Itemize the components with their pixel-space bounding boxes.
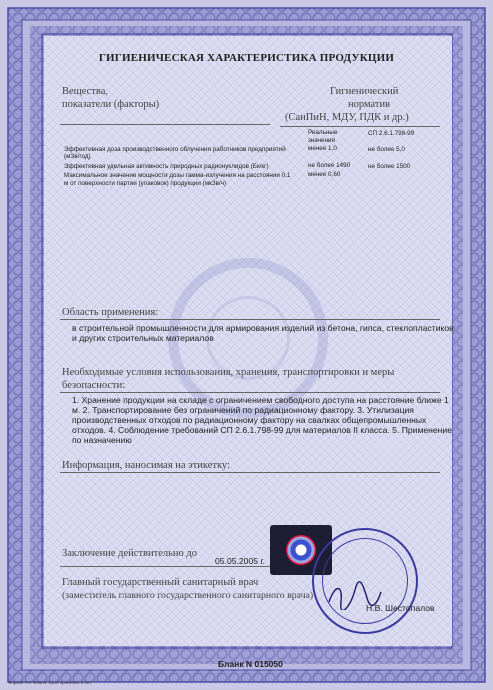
- hologram-emblem-icon: [286, 535, 316, 565]
- application-line-2: и других строительных материалов: [72, 333, 214, 343]
- validity-label: Заключение действительно до: [62, 548, 197, 559]
- signature-title-2: (заместитель главного государственного санитарного врача): [62, 590, 314, 601]
- validity-underline: [60, 566, 270, 567]
- col-real-label-2: значения: [308, 137, 335, 144]
- row3-name-2: м от поверхности партии (упаковок) продукции (мкЗв/ч): [64, 180, 227, 187]
- application-underline: [60, 319, 440, 320]
- label-info-underline: [60, 472, 440, 473]
- signature-title-1: Главный государственный санитарный врач: [62, 577, 259, 588]
- row2-real: не более 1490: [308, 162, 351, 169]
- row2-name-1: Эффективная удельная активность природных радионуклидов (Бк/кг): [64, 163, 269, 170]
- conditions-line-1: 1. Хранение продукции на складе с ограничением свободного доступа на расстояние ближе 1: [72, 395, 449, 405]
- col-norm-label: СП 2.6.1.798-99: [368, 130, 415, 137]
- conditions-label-1: Необходимые условия использования, хранения, транспортировки и меры: [62, 367, 395, 378]
- blank-number: Бланк N 015050: [218, 659, 283, 669]
- norm-label-1: Гигиенический: [330, 86, 399, 97]
- application-label: Область применения:: [62, 307, 159, 318]
- footer-note: Формат А4. Бланк. Срок хранения 5 лет.: [8, 680, 93, 685]
- row1-real: менее 1,0: [308, 145, 337, 152]
- row1-name-1: Эффективная доза производственного облучения работников предприятий: [64, 146, 286, 153]
- conditions-label-2: безопасности:: [62, 380, 126, 391]
- header-underline-right: [280, 126, 440, 127]
- col-real-label-1: Реальные: [308, 129, 338, 136]
- application-line-1: в строительной промышленности для армирования изделий из бетона, гипса, стеклопластиков: [72, 323, 454, 333]
- conditions-line-4: отходов. 4. Соблюдение требований СП 2.6.1.798-99 для материалов II класса. 5. Применение: [72, 425, 453, 435]
- substances-label-1: Вещества,: [62, 86, 109, 97]
- row1-norm: не более 5,0: [368, 146, 405, 153]
- signatory-name: Н.В. Шестопалов: [366, 603, 435, 613]
- header-underline-left: [60, 124, 270, 125]
- norm-label-3: (СанПиН, МДУ, ПДК и др.): [285, 112, 409, 123]
- row1-name-2: (мЗв/год): [64, 153, 91, 160]
- document-title: ГИГИЕНИЧЕСКАЯ ХАРАКТЕРИСТИКА ПРОДУКЦИИ: [98, 52, 395, 64]
- row2-norm: не более 1500: [368, 163, 411, 170]
- row3-real: менее 0,60: [308, 171, 341, 178]
- conditions-underline: [60, 392, 440, 393]
- conditions-line-2: м. 2. Транспортирование без ограничений по радиационному фактору. 3. Утилизация: [72, 405, 414, 415]
- conditions-line-5: по назначению: [72, 435, 132, 445]
- conditions-line-3: производственных отходов по радиационному фактору на свалках общепромышленных: [72, 415, 427, 425]
- row3-name-1: Максимальное значение мощности дозы гамма-излучения на расстоянии 0,1: [64, 172, 291, 179]
- validity-date: 05.05.2005 г.: [215, 556, 265, 566]
- substances-label-2: показатели (факторы): [62, 99, 160, 110]
- norm-label-2: норматив: [348, 99, 391, 110]
- label-info-heading: Информация, наносимая на этикетку:: [62, 460, 230, 471]
